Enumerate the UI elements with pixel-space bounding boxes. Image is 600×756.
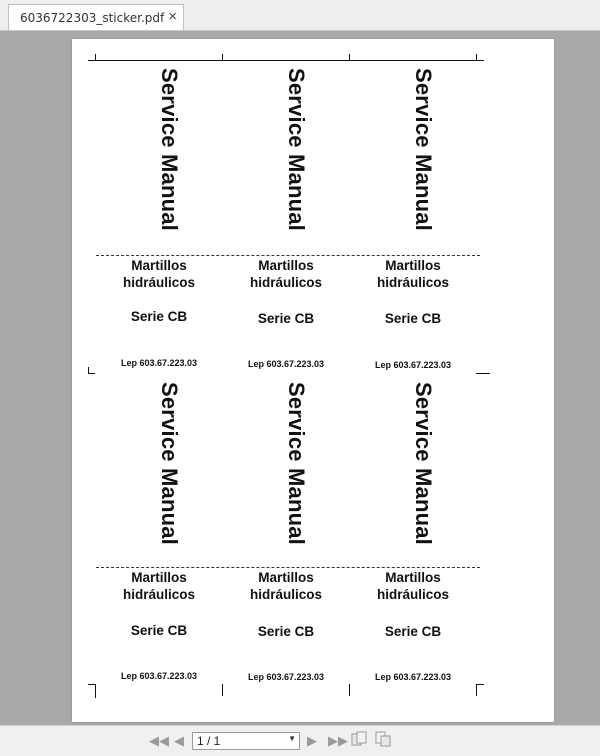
sticker-serie: Serie CB (384, 311, 442, 326)
crop-mark (476, 373, 490, 374)
pdf-page (72, 39, 554, 722)
crop-mark (88, 60, 484, 61)
crop-mark (95, 54, 96, 60)
crop-mark (476, 684, 484, 685)
spine-label: Service Manual (284, 68, 309, 231)
sticker-serie: Serie CB (384, 624, 442, 639)
sticker-title: Martillos hidráulicos (249, 258, 322, 290)
document-viewer[interactable] (0, 31, 600, 725)
crop-mark (349, 684, 350, 696)
close-icon[interactable]: × (168, 8, 177, 25)
sticker-title: Martillos hidráulicos (122, 258, 195, 290)
sticker-serie: Serie CB (130, 309, 188, 324)
sticker-lep: Lep 603.67.223.03 (120, 671, 198, 681)
spine-label: Service Manual (157, 382, 182, 545)
last-page-icon[interactable]: ▶▶ (328, 733, 348, 748)
crop-mark (95, 684, 96, 698)
sticker-lep: Lep 603.67.223.03 (374, 672, 452, 682)
sticker-title: Martillos hidráulicos (376, 570, 449, 602)
single-page-view-icon[interactable] (351, 731, 367, 750)
next-page-icon[interactable]: ▶ (307, 733, 317, 748)
sticker-lep: Lep 603.67.223.03 (247, 359, 325, 369)
page-indicator: 1 / 1 (197, 734, 221, 748)
first-page-icon[interactable]: ◀◀ (149, 733, 169, 748)
sticker-lep: Lep 603.67.223.03 (247, 672, 325, 682)
spine-label: Service Manual (157, 68, 182, 231)
spine-label: Service Manual (411, 382, 436, 545)
crop-mark (88, 684, 95, 685)
previous-page-icon[interactable]: ◀ (174, 733, 184, 748)
sticker-serie: Serie CB (130, 623, 188, 638)
fold-line (96, 255, 480, 256)
sticker-title: Martillos hidráulicos (249, 570, 322, 602)
sticker-title: Martillos hidráulicos (122, 570, 195, 602)
sticker-lep: Lep 603.67.223.03 (120, 358, 198, 368)
crop-mark (222, 54, 223, 60)
crop-mark (88, 373, 95, 374)
sticker-serie: Serie CB (257, 311, 315, 326)
sticker-lep: Lep 603.67.223.03 (374, 360, 452, 370)
spine-label: Service Manual (411, 68, 436, 231)
crop-mark (349, 54, 350, 60)
crop-mark (222, 684, 223, 696)
chevron-down-icon: ▼ (288, 734, 296, 743)
sticker-title: Martillos hidráulicos (376, 258, 449, 290)
crop-mark (476, 54, 477, 60)
page-selector[interactable] (192, 732, 300, 750)
fold-line (96, 567, 480, 568)
navigation-bar (0, 725, 600, 756)
document-tab[interactable] (8, 4, 184, 30)
two-page-view-icon[interactable] (375, 731, 391, 750)
spine-label: Service Manual (284, 382, 309, 545)
sticker-serie: Serie CB (257, 624, 315, 639)
crop-mark (476, 684, 477, 696)
tab-bar (0, 0, 600, 31)
tab-title: 6036722303_sticker.pdf (20, 11, 165, 25)
